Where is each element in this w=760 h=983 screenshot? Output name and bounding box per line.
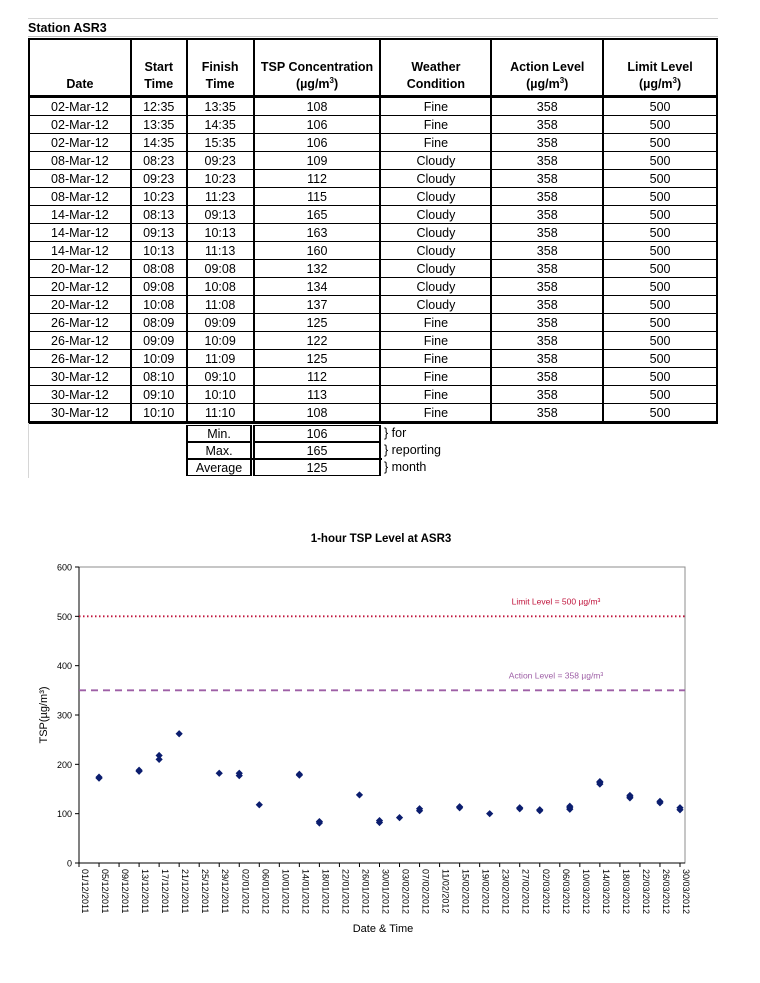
summary-row-max [186,442,441,459]
table-cell: 106 [254,116,381,134]
header-weather-condition: Weather Condition [380,39,491,97]
x-tick-label: 21/12/2011 [180,869,191,914]
table-cell: 108 [254,97,381,116]
data-point [216,770,223,777]
header-tsp-concentration: TSP Concentration $(\mu g/m^3)$ [254,39,381,97]
table-cell: 358 [491,278,603,296]
table-row [29,242,717,260]
table-cell: 11:08 [187,296,254,314]
table-cell: 500 [603,152,717,170]
table-cell: 134 [254,278,381,296]
chart-title: 1-hour TSP Level at ASR3 [310,533,452,545]
table-cell: 500 [603,242,717,260]
table-cell: 132 [254,260,381,278]
table-row [29,368,717,386]
table-cell: Fine [380,368,491,386]
table-cell: 20-Mar-12 [29,296,131,314]
table-row [29,206,717,224]
table-cell: Fine [380,314,491,332]
table-row [29,278,717,296]
table-cell: Cloudy [380,170,491,188]
table-cell: 14:35 [131,134,187,152]
table-cell: Cloudy [380,152,491,170]
table-cell: 358 [491,97,603,116]
table-row [29,152,717,170]
table-cell: 09:09 [187,314,254,332]
table-cell: 500 [603,224,717,242]
table-cell: 09:09 [131,332,187,350]
table-cell: 08:13 [131,206,187,224]
table-cell: 13:35 [131,116,187,134]
table-row [29,332,717,350]
x-tick-label: 06/03/2012 [560,869,571,915]
table-cell: Cloudy [380,242,491,260]
table-cell: 08:08 [131,260,187,278]
x-tick-label: 09/12/2011 [120,869,131,914]
table-cell: 112 [254,170,381,188]
table-cell: Fine [380,350,491,368]
table-cell: 500 [603,350,717,368]
table-cell: 30-Mar-12 [29,368,131,386]
data-point [176,730,183,737]
summary-label: Average [186,459,252,476]
table-cell: 500 [603,296,717,314]
table-row [29,116,717,134]
table-cell: 09:13 [131,224,187,242]
x-tick-label: 19/02/2012 [480,869,491,915]
table-cell: 358 [491,314,603,332]
table-cell: 113 [254,386,381,404]
table-cell: 26-Mar-12 [29,314,131,332]
summary-value: 165 [253,442,381,459]
table-cell: 358 [491,170,603,188]
table-cell: 30-Mar-12 [29,404,131,423]
table-cell: 08-Mar-12 [29,152,131,170]
table-cell: Fine [380,134,491,152]
table-cell: 358 [491,386,603,404]
table-cell: 500 [603,170,717,188]
table-cell: 14:35 [187,116,254,134]
table-cell: 500 [603,314,717,332]
table-cell: 09:08 [131,278,187,296]
x-tick-label: 17/12/2011 [160,869,171,914]
summary-value: 106 [253,425,381,442]
table-cell: 500 [603,206,717,224]
x-tick-label: 02/03/2012 [540,869,551,915]
table-cell: 08-Mar-12 [29,170,131,188]
table-cell: 02-Mar-12 [29,97,131,116]
table-cell: 358 [491,116,603,134]
table-header-row [29,39,717,97]
table-cell: 109 [254,152,381,170]
summary-value: 125 [253,459,381,476]
x-tick-label: 22/01/2012 [340,869,351,915]
table-cell: 10:09 [187,332,254,350]
table-cell: 10:10 [131,404,187,423]
summary-row-min [186,425,407,442]
table-cell: 11:23 [187,188,254,206]
x-tick-label: 10/01/2012 [280,869,291,915]
table-cell: 358 [491,206,603,224]
table-cell: 122 [254,332,381,350]
x-tick-label: 07/02/2012 [420,869,431,915]
table-cell: 10:10 [187,386,254,404]
table-row [29,188,717,206]
table-cell: Cloudy [380,224,491,242]
x-tick-label: 01/12/2011 [80,869,90,914]
table-cell: 08-Mar-12 [29,188,131,206]
x-tick-label: 18/03/2012 [620,869,631,915]
table-cell: 358 [491,242,603,260]
x-tick-label: 27/02/2012 [520,869,531,915]
table-cell: 11:09 [187,350,254,368]
table-row [29,386,717,404]
y-tick-label: 200 [56,759,72,770]
table-cell: 09:08 [187,260,254,278]
data-point [296,772,303,779]
table-row [29,404,717,423]
station-title: Station ASR3 [28,21,107,35]
tsp-results-table [28,38,718,424]
y-axis [57,563,79,869]
x-tick-label: 03/02/2012 [400,869,411,915]
table-cell: Cloudy [380,278,491,296]
summary-row-average [186,459,427,476]
table-cell: 500 [603,260,717,278]
table-cell: 26-Mar-12 [29,332,131,350]
table-cell: 500 [603,404,717,423]
table-cell: Fine [380,97,491,116]
table-cell: Fine [380,332,491,350]
table-cell: Cloudy [380,206,491,224]
table-cell: 358 [491,404,603,423]
table-cell: 500 [603,116,717,134]
x-tick-label: 18/01/2012 [320,869,331,915]
x-tick-label: 22/03/2012 [640,869,651,915]
table-cell: 10:13 [187,224,254,242]
data-point [156,752,163,759]
table-cell: 106 [254,134,381,152]
x-tick-label: 26/03/2012 [660,869,671,915]
table-cell: Fine [380,116,491,134]
y-tick-label: 400 [56,661,72,672]
summary-label: Min. [186,425,252,442]
x-tick-label: 11/02/2012 [440,869,451,914]
table-cell: Cloudy [380,296,491,314]
x-axis [79,863,691,914]
table-cell: 125 [254,314,381,332]
top-divider [28,18,718,19]
table-row [29,260,717,278]
table-cell: 08:09 [131,314,187,332]
table-cell: 11:10 [187,404,254,423]
header-start-time: Start Time [131,39,187,97]
table-cell: 358 [491,296,603,314]
summary-note: } reporting [384,443,441,457]
table-cell: 160 [254,242,381,260]
table-row [29,97,717,116]
table-cell: 358 [491,224,603,242]
table-cell: 358 [491,350,603,368]
data-point [135,767,142,774]
summary-left-divider [28,423,29,478]
data-point [486,810,493,817]
table-cell: 108 [254,404,381,423]
table-cell: 163 [254,224,381,242]
table-cell: 02-Mar-12 [29,134,131,152]
table-cell: 358 [491,134,603,152]
x-tick-label: 15/02/2012 [460,869,471,915]
reference-lines [79,596,685,690]
plot-area [79,567,685,863]
x-tick-label: 26/01/2012 [360,869,371,915]
table-cell: Fine [380,386,491,404]
table-cell: 09:10 [131,386,187,404]
table-cell: 500 [603,97,717,116]
table-cell: 358 [491,188,603,206]
limit-level-label: Limit Level = 500 µg/m³ [511,596,601,607]
data-point [95,774,102,781]
table-cell: 09:23 [187,152,254,170]
y-axis-label: TSP(µg/m³) [38,686,50,744]
header-limit-level: Limit Level $(\mu g/m^3)$ [603,39,717,97]
table-cell: 11:13 [187,242,254,260]
data-point [356,791,363,798]
header-finish-time: Finish Time [187,39,254,97]
data-point [516,804,523,811]
x-tick-label: 05/12/2011 [100,869,111,914]
x-tick-label: 25/12/2011 [200,869,211,914]
table-cell: 15:35 [187,134,254,152]
table-cell: 08:10 [131,368,187,386]
data-point [396,814,403,821]
table-cell: 14-Mar-12 [29,206,131,224]
table-cell: 125 [254,350,381,368]
table-cell: 115 [254,188,381,206]
table-cell: 358 [491,260,603,278]
table-cell: 02-Mar-12 [29,116,131,134]
table-cell: 500 [603,188,717,206]
table-cell: 08:23 [131,152,187,170]
y-tick-label: 100 [56,809,72,820]
table-cell: 500 [603,368,717,386]
table-cell: 14-Mar-12 [29,242,131,260]
x-tick-label: 30/03/2012 [680,869,691,915]
x-tick-label: 02/01/2012 [240,869,251,915]
table-cell: 09:13 [187,206,254,224]
table-cell: 26-Mar-12 [29,350,131,368]
table-body [29,97,717,423]
header-date: Date [29,39,131,97]
x-axis-label: Date & Time [352,923,414,935]
table-row [29,296,717,314]
x-tick-label: 30/01/2012 [380,869,391,915]
x-tick-label: 14/03/2012 [600,869,611,915]
table-cell: 13:35 [187,97,254,116]
table-row [29,314,717,332]
table-cell: Cloudy [380,188,491,206]
x-tick-label: 13/12/2011 [140,869,151,914]
x-tick-label: 10/03/2012 [580,869,591,915]
data-series [95,730,683,826]
table-cell: 358 [491,332,603,350]
y-tick-label: 300 [56,710,72,721]
table-cell: 500 [603,386,717,404]
table-cell: 358 [491,152,603,170]
y-tick-label: 500 [56,611,72,622]
table-cell: 12:35 [131,97,187,116]
table-cell: 14-Mar-12 [29,224,131,242]
tsp-level-chart [0,520,760,960]
data-point [256,801,263,808]
table-cell: 20-Mar-12 [29,260,131,278]
y-tick-label: 0 [66,858,72,869]
table-cell: 10:23 [187,170,254,188]
summary-note: } for [384,426,407,440]
x-tick-label: 14/01/2012 [300,869,311,915]
table-cell: 09:10 [187,368,254,386]
table-cell: 20-Mar-12 [29,278,131,296]
table-cell: 137 [254,296,381,314]
table-cell: 500 [603,134,717,152]
y-tick-label: 600 [56,562,72,573]
header-action-level: Action Level $(\mu g/m^3)$ [491,39,603,97]
table-row [29,170,717,188]
table-cell: 500 [603,278,717,296]
summary-bottom-border [186,458,382,460]
table-cell: 10:09 [131,350,187,368]
plot-border [79,567,685,863]
action-level-label: Action Level = 358 µg/m³ [508,670,604,681]
table-cell: 500 [603,332,717,350]
table-cell: 30-Mar-12 [29,386,131,404]
table-row [29,224,717,242]
table-cell: 10:08 [131,296,187,314]
x-tick-label: 06/01/2012 [260,869,271,915]
x-tick-label: 29/12/2011 [220,869,231,914]
title-divider [28,36,718,37]
table-cell: 165 [254,206,381,224]
table-cell: 112 [254,368,381,386]
table-cell: 10:08 [187,278,254,296]
x-tick-label: 23/02/2012 [500,869,511,915]
table-cell: 358 [491,368,603,386]
table-cell: 09:23 [131,170,187,188]
table-cell: 10:13 [131,242,187,260]
table-cell: Cloudy [380,260,491,278]
table-cell: 10:23 [131,188,187,206]
summary-note: } month [384,460,427,474]
table-row [29,134,717,152]
table-cell: Fine [380,404,491,423]
data-point [536,806,543,813]
data-point [456,803,463,810]
table-row [29,350,717,368]
summary-label: Max. [186,442,252,459]
